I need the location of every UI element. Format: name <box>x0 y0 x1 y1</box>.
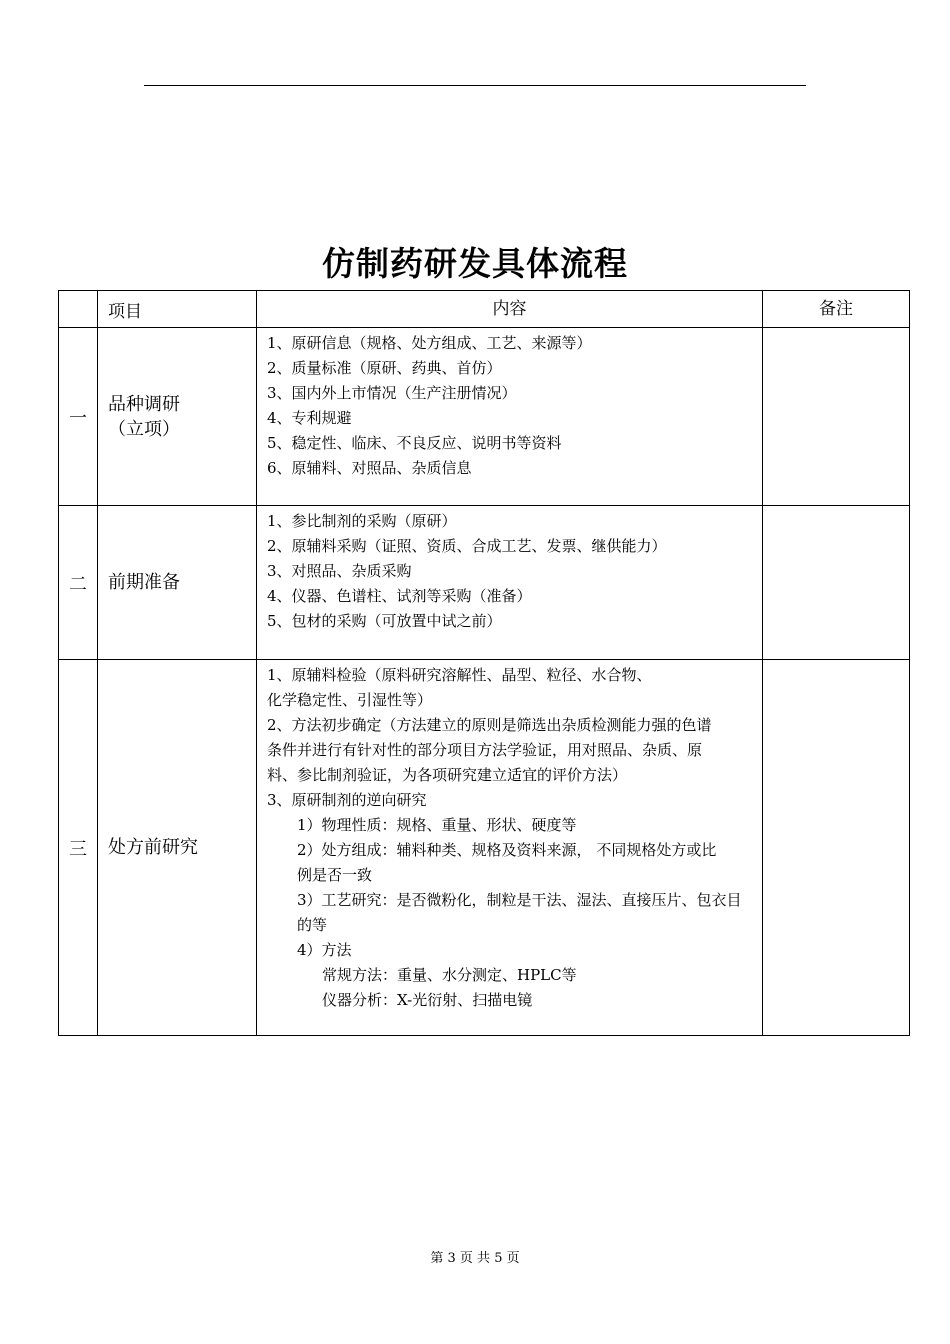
table-row <box>59 328 910 506</box>
content-line: 1、原辅料检验（原料研究溶解性、晶型、粒径、水合物、 <box>267 666 652 684</box>
table-row <box>59 506 910 660</box>
row-note <box>763 328 910 506</box>
content-line: 3、对照品、杂质采购 <box>267 562 412 580</box>
page-footer: 第 3 页 共 5 页 <box>430 1251 520 1266</box>
content-line: 4、仪器、色谱柱、试剂等采购（准备） <box>267 587 532 605</box>
row-item-line: 前期准备 <box>108 572 180 593</box>
header-rule <box>144 85 806 86</box>
row-item-line: 品种调研 <box>108 393 180 415</box>
content-line: 2、原辅料采购（证照、资质、合成工艺、发票、继供能力） <box>267 537 667 555</box>
row-item-line: （立项） <box>108 418 180 440</box>
header-no <box>59 291 98 328</box>
content-line: 条件并进行有针对性的部分项目方法学验证，用对照品、杂质、原 <box>267 741 703 759</box>
content-line: 的等 <box>297 916 328 934</box>
row-item <box>98 660 257 1036</box>
content-line: 仪器分析：X-光衍射、扫描电镜 <box>322 991 533 1009</box>
row-item <box>98 506 257 660</box>
content-line: 2、方法初步确定（方法建立的原则是筛选出杂质检测能力强的色谱 <box>267 716 712 734</box>
content-line: 3、国内外上市情况（生产注册情况） <box>267 384 517 402</box>
content-line: 6、原辅料、对照品、杂质信息 <box>267 459 472 477</box>
content-line: 4、专利规避 <box>267 409 352 427</box>
content-line: 1、原研信息（规格、处方组成、工艺、来源等） <box>267 334 592 352</box>
header-content: 内容 <box>257 291 763 328</box>
header-item: 项目 <box>98 291 257 328</box>
table-header-row <box>59 291 910 328</box>
content-line: 化学稳定性、引湿性等） <box>267 691 433 709</box>
content-line: 1、参比制剂的采购（原研） <box>267 512 457 530</box>
row-content <box>257 506 763 660</box>
row-number: 一 <box>59 328 98 506</box>
content-line: 例是否一致 <box>297 866 373 884</box>
content-line: 1）物理性质：规格、重量、形状、硬度等 <box>297 816 577 834</box>
row-note <box>763 506 910 660</box>
content-line: 5、包材的采购（可放置中试之前） <box>267 612 502 630</box>
row-content <box>257 660 763 1036</box>
table-row <box>59 660 910 1036</box>
row-number: 二 <box>59 506 98 660</box>
content-line: 常规方法：重量、水分测定、HPLC等 <box>322 966 577 984</box>
content-line: 5、稳定性、临床、不良反应、说明书等资料 <box>267 434 562 452</box>
header-note: 备注 <box>763 291 910 328</box>
process-table <box>58 290 910 1036</box>
row-item <box>98 328 257 506</box>
row-note <box>763 660 910 1036</box>
content-line: 2）处方组成：辅料种类、规格及资料来源， 不同规格处方或比 <box>297 841 717 859</box>
content-line: 4）方法 <box>297 941 352 959</box>
content-line: 料、参比制剂验证，为各项研究建立适宜的评价方法） <box>267 766 628 784</box>
content-line: 3）工艺研究：是否微粉化，制粒是干法、湿法、直接压片、包衣目 <box>297 891 742 909</box>
content-line: 3、原研制剂的逆向研究 <box>267 791 427 809</box>
row-content <box>257 328 763 506</box>
row-number: 三 <box>59 660 98 1036</box>
document-title: 仿制药研发具体流程 <box>322 244 628 283</box>
content-line: 2、质量标准（原研、药典、首仿） <box>267 359 502 377</box>
row-item-line: 处方前研究 <box>108 837 198 858</box>
